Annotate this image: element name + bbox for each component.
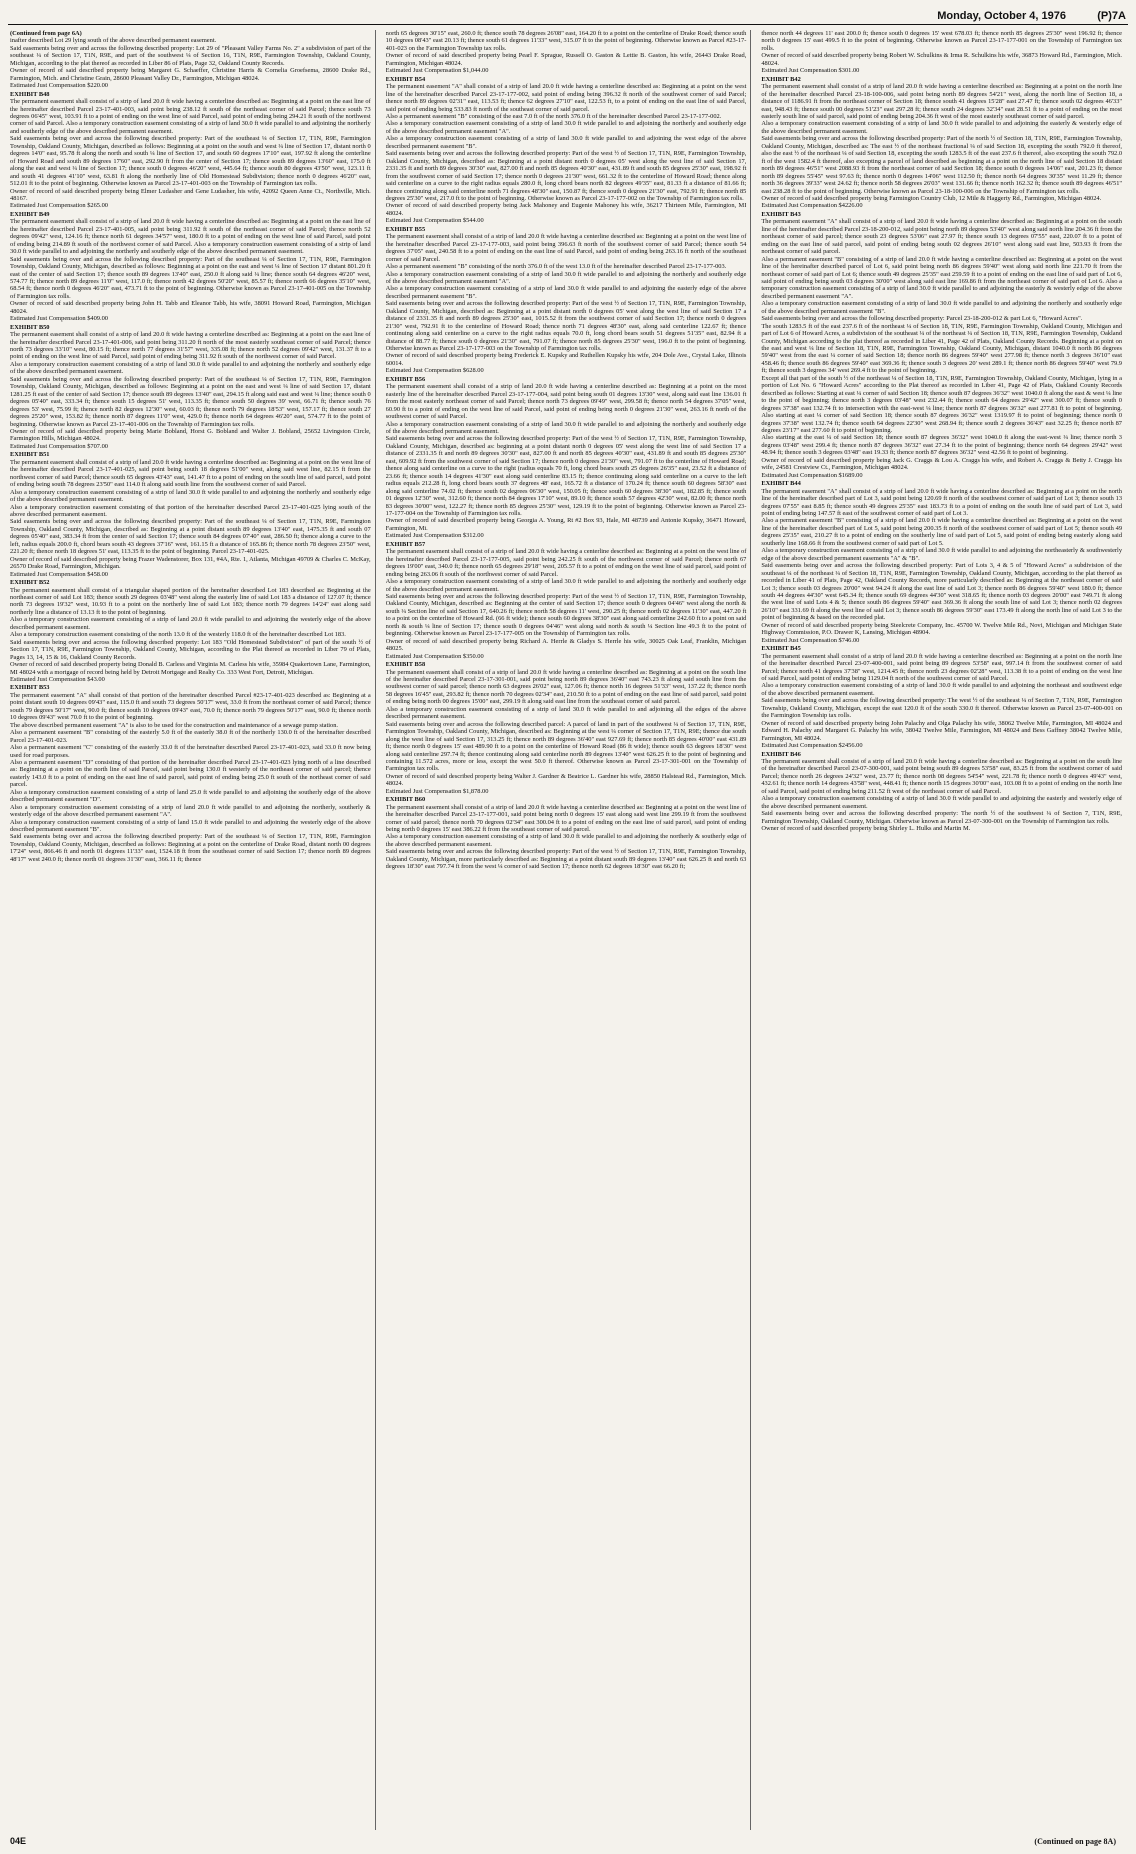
notice-paragraph: Owner of record of said described property being Georgia A. Young, Rt #2 Box 93, Hale, MI 48739 and Antonie Kupsky, 36471 Howard, Farmington, Mi.	[385, 517, 747, 532]
exhibit-heading: EXHIBIT B52	[10, 579, 50, 587]
notice-paragraph: Also a temporary construction easement consisting of a strip of land 30.0 ft wide parallel to and adjoining the easterly & westerly edge of the above described permanent easement.	[761, 120, 1123, 135]
notice-paragraph: Also a temporary construction easement consisting of that portion of the hereinafter described Parcel 23-17-401-025 lying south of the above described permanent easement.	[10, 503, 371, 518]
notice-paragraph: Also a temporary construction easement consisting of the north 13.0 ft of the westerly 118.0 ft of the hereinafter described Lot 183.	[10, 631, 346, 639]
notice-paragraph: Estimated Just Compensation $746.00	[761, 636, 860, 644]
notice-paragraph: Also a permanent easement "B" consisting of the north 376.0 ft of the west 13.0 ft of the hereinafter described Parcel 23-17-177-003.	[385, 263, 727, 271]
exhibit-heading: EXHIBIT B48	[10, 90, 50, 98]
page-id: 04E	[10, 1836, 27, 1846]
notice-paragraph: Estimated Just Compensation $2456.00	[761, 742, 863, 750]
notice-paragraph: Estimated Just Compensation $544.00	[385, 217, 484, 225]
page-footer	[10, 1832, 1126, 1846]
notice-paragraph: The permanent easement shall consist of a strip of land 20.0 ft wide having a centerline described as: Beginning at a point on the north line of the hereinafter described Parcel 23-07-400-001, said point being 89 degrees 53'58" east, 997.14 ft from the southwest corner of said Parcel; thence north 41 degrees 37'38" west, 1214.45 ft; thence north 23 degrees 02'28" west, 113.38 ft to a point of ending on the west line of said Parcel, said point of ending being 1129.04 ft north of the southwest corner of said Parcel.	[761, 652, 1123, 682]
exhibit-heading: EXHIBIT B42	[761, 75, 801, 83]
notice-paragraph: Owner of record of said described property being John Palachy and Olga Palachy his wife, 38062 Twelve Mile, Farmington, MI 48024 and Edward H. Palachy and Margaret G. Palachy his wife, 38042 Twelve Mile, Farmington, MI 48024 and Bess Gaffney 38042 Twelve Mile, Farmington, MI 48024.	[761, 719, 1123, 742]
notice-paragraph: Said easements being over and across the following described parcel: A parcel of land in part of the southwest ¼ of Section 17, T1N, R9E, Farmington Township, Oakland County, Michigan, described as: Beginning at the west ¼ corner of Section 17, T1N, R9E; thence due south along the west line of said Section 17, 313.25 ft; thence north 89 degrees 36'40" east 927.69 ft; thence north 85 degrees 40'00" east 431.89 ft; thence north 0 degrees 15' east 489.90 ft to a point on the centerline of Howard Road (86 ft wide); thence south 63 degrees 18'30" west along said centerline 297.74 ft; thence continuing along said centerline north 89 degrees 13'40" west 626.25 ft to the point of beginning and containing 11.572 acres, more or less, except the west 50.0 ft thereof. Otherwise known as Parcel 23-17-301-001 on the Township of Farmington tax rolls.	[385, 720, 747, 773]
notice-paragraph: Said easements being over and across the following described property: Part of the southeast ¼ of Section 17, T1N, R9E, Farmington Township, Oakland County, Michigan, described as follows: Beginning at a point on the east and west ¼ line of said Section 17, distant 1281.25 ft east of the center of said Section 17; thence south 89 degrees 13'40" east, 294.15 ft along said east and west ¼ line; thence south 0 degrees 05'40" east, 333.34 ft; thence south 15 degrees 51' west, 113.35 ft; thence south 50 degrees 39' west, 66.71 ft; thence south 76 degrees 53' west, 75.99 ft; thence north 82 degrees 12'30" west, 60.03 ft; thence north 79 degrees 18'53" west, 157.17 ft; thence south 27 degrees 25'20" west, 153.82 ft; thence north 87 degrees 11'0" west, 429.0 ft; thence north 64 degrees 46'20" east, 574.77 ft to the point of beginning. Otherwise known as Parcel 23-17-401-006 on the Township of Farmington tax rolls.	[10, 375, 371, 428]
notice-paragraph: Estimated Just Compensation $1689.00	[761, 471, 863, 479]
exhibit-heading: EXHIBIT B53	[10, 684, 50, 692]
notice-paragraph: Said easements being over and across the following described property: Parcel 23-18-200-012 & part Lot 6, "Howard Acres".	[761, 315, 1083, 323]
notice-paragraph: Also starting at the east ¼ of said Section 18; thence south 87 degrees 36'32" west 1040.0 ft along the east-west ¼ line; thence north 3 degrees 03'48" west 299.4 ft; thence north 87 degrees 36'32" east 27.34 ft to the point of beginning; thence north 64 degrees 29'42" west 48.94 ft; thence south 3 degrees 03'48" east 19.33 ft; thence north 87 degrees 36'32" west 42.56 ft to point of beginning.	[761, 434, 1123, 457]
notice-paragraph: Said easements being over and across the following described property: Part of the west ½ of Section 17, T1N, R9E, Farmington Township, Oakland County, Michigan, described as: Beginning at a point distant north 0 degrees 05' west along the west line of said Section 17, 2331.35 ft and north 89 degrees 30'30" east, 827.00 ft and north 85 degrees 40'30" east, 431.89 ft and south 85 degrees 25'30" east, 198.92 ft from the southwest corner of said Section 17; thence north 0 degrees 21'30" west, 661.32 ft to the centerline of Howard Road; thence along said centerline on a curve to the right radius equals 280.0 ft, long chord bears north 82 degrees 49'35" east, 81.33 ft a distance of 81.66 ft; thence continuing along said centerline north 71 degrees 48'30" east, 150.87 ft; thence south 0 degrees 21'30" east, 792.91 ft; thence north 85 degrees 25'30" west, 217.0 ft to the point of beginning. Otherwise known as Parcel 23-17-177-002 on the Township of Farmington tax rolls.	[385, 150, 747, 202]
notice-paragraph: Owner of record of said described property being Donald B. Carless and Virginia M. Carless his wife, 35984 Quakertown Lane, Farmington, MI 48024 with a mortgage of record being held by Detroit Mortgage and Realty Co. 333 West Fort, Detroit, Michigan.	[10, 661, 371, 676]
continued-on-marker: (Continued on page 8A)	[1034, 1837, 1116, 1846]
notice-paragraph: Said easements being over and across the following described property: The north ½ of the southwest ¼ of Section 7, T1N, R9E, Farmington Township, Oakland County, Michigan. Otherwise known as Parcel 23-07-300-001 on the Township of Farmington tax rolls.	[761, 810, 1123, 825]
notice-paragraph: Said easements being over and across the following described property: Part of the west ½ of Section 17, T1N, R9E, Farmington Township, Oakland County, Michigan, described as: Beginning at a point distant north 0 degrees 05' west along the west line of said Section 17 a distance of 2331.35 ft and north 89 degrees 25'30" east, 1015.52 ft from the southwest corner of said Section 17; thence north 0 degrees 21'30" west, 792.91 ft to the centerline of Howard Road; thence north 71 degrees 48'30" east, along said centerline 122.67 ft; thence continuing along said centerline on a curve to the right radius equals 70.0 ft, long chord bears south 51 degrees 51'35" east, 82.94 ft a distance of 88.77 ft; thence south 0 degrees 21'30" east, 791.07 ft; thence north 85 degrees 25'30" west, 196.0 ft to the point of beginning. Otherwise known as Parcel 23-17-177-003 on the Township of Farmington tax rolls.	[385, 300, 747, 353]
notice-paragraph: Said easements being over and across the following described property: Lot 29 of "Pleasant Valley Farms No. 2" a subdivision of part of the southeast ¼ of Section 17, T1N, R9E, and part of the southwest ¼ of Section 16, T1N, R9E, Farmington Township, Oakland County, Michigan, according to the plat thereof as recorded in Liber 86 of Plats, Page 32, Oakland County Records.	[10, 44, 371, 67]
notice-paragraph: Also a permanent easement "B" consisting of the east 7.0 ft of the north 376.0 ft of the hereinafter described Parcel 23-17-177-002.	[385, 112, 722, 120]
notice-paragraph: Owner of record of said described property being Frazer Wadenstorer, Box 131, #4A, Rte. 1, Atlanta, Michigan 49709 & Charles C. McKay, 26570 Drake Road, Farmington, Michigan.	[10, 555, 371, 571]
column-2	[386, 30, 752, 1830]
notice-paragraph: Also a permanent easement "C" consisting of the easterly 33.0 ft of the hereinafter described Parcel 23-17-401-023, said 33.0 ft now being used for road purposes.	[10, 744, 371, 759]
notice-paragraph: Owner of record of said described property being Richard A. Herrle & Gladys S. Herrle his wife, 30025 Oak Leaf, Franklin, Michigan 48025.	[385, 637, 747, 653]
notice-paragraph: The permanent easement shall consist of a strip of land 20.0 ft wide having a centerline described as: Beginning at a point on the south line of the hereinafter described Parcel 23-17-301-001, said point being north 89 degrees 36'40" east 743.23 ft along said south line from the southwest corner of said parcel; thence north 63 degrees 26'02" east, 127.06 ft; thence north 16 degrees 51'33" west, 137.22 ft; thence north 58 degrees 16'45" east, 293.82 ft; thence north 70 degrees 02'34" east, 210.50 ft to a point of ending on the east line of said parcel, said point of ending being north 00 degrees 15'00" east, 299.19 ft along said east line from the southeast corner of said parcel.	[385, 668, 747, 706]
notice-paragraph: Estimated Just Compensation $4226.00	[761, 202, 863, 210]
exhibit-heading: EXHIBIT B43	[761, 210, 801, 218]
exhibit-heading: EXHIBIT B45	[761, 645, 801, 653]
exhibit-heading: EXHIBIT B54	[385, 75, 426, 83]
notice-paragraph: Also a temporary construction easement consisting of a strip of land 25.0 ft wide parallel to and adjoining the southerly edge of the above described permanent easement "D".	[10, 788, 371, 804]
notice-paragraph: Owner of record of said described property being Frederick E. Kupsky and Ruthellen Kupsky his wife, 204 Dole Ave., Crystal Lake, Illinois 60014.	[385, 352, 747, 367]
notice-paragraph: Said easements being over and across the following described property: Part of the southeast ¼ of Section 17, T1N, R9E, Farmington Township, Oakland County, Michigan, described as follows: Beginning at a point on the centerline of Drake Road, distant north 00 degrees 17'24" west, 866.46 ft and north 01 degrees 11'33" east, 1524.18 ft from the southeast corner of said Section 17; thence north 89 degrees 48'17" west 240.0 ft; thence north 01 degrees 31'30" east, 366.11 ft; thence	[10, 833, 371, 863]
exhibit-heading: EXHIBIT B51	[10, 451, 50, 459]
notice-paragraph: The permanent easement shall consist of a strip of land 20.0 ft wide having a centerline described as: Beginning at a point on the most easterly line of the hereinafter described Parcel 23-17-177-004, said point being south 01 degrees 13'30" west, along said east line 136.01 ft from the most easterly northeast corner of said Parcel; thence north 73 degrees 09'49" west, 299.58 ft; thence north 54 degrees 37'05" west, 60.90 ft to a point of ending on the west line of said Parcel, said point of ending being north 0 degrees 21'30" west, 263.16 ft north of the southwest corner of said Parcel.	[385, 383, 747, 421]
notice-paragraph: inafter described Lot 29 lying south of the above described permanent easement.	[10, 37, 217, 45]
notice-paragraph: Said easements being over and across the following described property: The west ½ of the southeast ¼ of Section 7, T1N, R9E, Farmington Township, Oakland County, Michigan, except the east 120.0 ft of the south 330.0 ft thereof. Otherwise known as Parcel 23-07-400-001 on the Farmington Township tax rolls.	[761, 697, 1123, 720]
exhibit-heading: EXHIBIT B57	[385, 540, 426, 548]
notice-paragraph: Also a temporary construction easement consisting of a strip of land 30.0 ft wide parallel to and adjoining the west edge of the above described permanent easement "B".	[385, 135, 747, 150]
notice-paragraph: Estimated Just Compensation $350.00	[385, 652, 484, 660]
notice-paragraph: Also a temporary construction easement consisting of a strip of land 30.0 ft wide parallel to and adjoining the northerly and southerly edge of the above described permanent easement.	[10, 488, 371, 504]
page-number: (P)7A	[1097, 10, 1126, 22]
notice-paragraph: Also a permanent easement "B" consisting of the easterly 5.0 ft of the easterly 38.0 ft of the northerly 130.0 ft of the hereinafter described Parcel 23-17-401-023.	[10, 729, 371, 744]
notice-paragraph: Estimated Just Compensation $1,044.00	[385, 67, 489, 75]
notice-paragraph: The permanent easement shall consist of a strip of land 20.0 ft wide having a centerline described as: Beginning at a point on the east line of the hereinafter described Parcel 23-17-401-005, said point being 311.92 ft south of the northeast corner of said Parcel; thence north 52 degrees 09'42" west, 124.16 ft; thence north 61 degrees 34'57" west, 180.0 ft to a point of ending on the west line of said Parcel, said point of ending being 214.89 ft south of the northwest corner of said Parcel. Also a temporary construction easement consisting of a strip of land 30.0 ft wide parallel to and adjoining the northerly and southerly edge of the above described permanent easement.	[10, 218, 371, 256]
notice-paragraph: Said easements being over and across the following described property: Part of the southeast ¼ of Section 17, T1N, R9E, Farmington Township, Oakland County, Michigan, described as follows: Beginning at a point on the east and west ¼ line of Section 17 distant 801.20 ft east of the center of said Section 17; thence south 89 degrees 13'40" east, 250.0 ft along said ¼ line; thence south 64 degrees 46'20" west, 574.77 ft; thence north 89 degrees 11'0" west, 117.0 ft; thence north 42 degrees 50'20" west, 85.57 ft; thence north 66 degrees 35'10" west, 68.54 ft; thence north 0 degrees 46'20" east, 473.71 ft to the point of beginning. Otherwise known as Parcel 23-17-401-005 on the Township of Farmington tax rolls.	[10, 255, 371, 300]
notice-paragraph: Also a temporary construction easement consisting of a strip of land 30.0 ft wide parallel to and adjoining the easterly edge of the above described permanent easement "B".	[385, 285, 747, 300]
notice-paragraph: Owner of record of said described property being Farmington Country Club, 12 Mile & Haggerty Rd., Farmington, Michigan 48024.	[761, 194, 1102, 202]
exhibit-heading: EXHIBIT B55	[385, 225, 426, 233]
notice-paragraph: Except all that part of the south ½ of the northeast ¼ of Section 18, T1N, R9E, Farmington Township, Oakland County, Michigan, lying in a portion of Lot No. 6 "Howard Acres" according to the Plat thereof as recorded in Liber 41, Page 42 of Plats, Oakland County Records described as follows: Starting at east ¼ corner of said Section 18; thence south 87 degrees 36'32" west 1040.0 ft along the east & west ¼ line to the point of beginning; thence north 3 degrees 03'48" west 232.44 ft; thence south 64 degrees 29'42" west 300.07 ft; thence south 0 degrees 37'38" east 132.74 ft to intersection with the east-west ¼ line; thence north 87 degrees 36'32" east 277.81 ft to point of beginning. Also starting at east ¼ corner of said Section 18; thence south 87 degrees 36'32" west 1319.97 ft to point of beginning; thence north 0 degrees 37'38" west 132.74 ft; thence south 64 degrees 22'30" west 268.94 ft; thence south 2 degrees 36'43" east 32.25 ft; thence north 87 degrees 23'17" east 277.60 ft to point of beginning.	[761, 374, 1123, 435]
notice-paragraph: Also a temporary construction easement consisting of a strip of land 30.0 ft wide parallel to and adjoining the northerly and southerly edge of the above described permanent easement.	[385, 578, 747, 593]
notice-paragraph: Said easements being over and across the following described property: Part of Lots 3, 4 & 5 of "Howard Acres" a subdivision of the southeast ¼ of the northeast ¼ of Section 18, T1N, R9E, Farmington Township, Oakland County, Michigan, according to the plat thereof as recorded in Liber 41 of Plats, Page 42, Oakland County Records, more particularly described as: Beginning at the northeast corner of said Lot 3; thence south 03 degrees 20'00" west 94.24 ft along the east line of said Lot 3; thence north 86 degrees 59'40" west 180.0 ft; thence south 44 degrees 44'30" west 645.34 ft; thence south 69 degrees 44'30" west 318.65 ft; thence north 03 degrees 20'00" east 749.71 ft along the west line of said Lots 4 & 5; thence south 86 degrees 59'40" east 369.36 ft along the south line of said Lot 3; thence north 02 degrees 26'10" east 331.69 ft along the west line of said Lot 3; thence south 86 degrees 59'30" east 173.49 ft along the north line of said Lot 3 to the point of beginning & based on the recorded plat.	[761, 562, 1123, 622]
notice-paragraph: Said easements being over and across the following described property: Part of the west ½ of Section 17, T1N, R9E, Farmington Township, Oakland County, Michigan, described as: beginning at a point distant north 0 degrees 05' west along the west line of said Section 17 a distance of 2331.35 ft and north 89 degrees 30'30" east, 827.00 ft and north 85 degrees 40'30" east, 431.89 ft and south 85 degrees 25'30" east, 609.92 ft from the southwest corner of said Section 17; thence north 0 degrees 21'30" west, 791.07 ft to the centerline of Howard Road; thence along said centerline on a curve to the right (radius equals 70 ft, long chord bears south 25 degrees 26'35" east, 23.52 ft a distance of 23.66 ft; thence south 14 degrees 41'30" east along said centerline 83.15 ft; thence continuing along said centerline on a curve to the left radius equals 212.28 ft, long chord bears south 37 degrees 48' east, 165.72 ft a distance of 170.24 ft; thence south 60 degrees 58'30" east along said centerline 74.02 ft; thence south 02 degrees 06'30" west, 150.05 ft; thence south 60 degrees 38'30" east, 182.85 ft; thence south 01 degrees 12'30" west, 312.60 ft; thence north 84 degrees 17'10" west, 89.10 ft; thence south 57 degrees 42'30" west, 82.00 ft; thence north 83 degrees 30'00" west, 122.27 ft; thence north 85 degrees 25'30" west, 129.19 ft to the point of beginning. Otherwise known as Parcel 23-17-177-004 on the Township of Farmington tax rolls.	[385, 435, 747, 517]
notice-paragraph: Said easements being over and across the following described property: Part of the southeast ¼ of Section 17, T1N, R9E, Farmington Township, Oakland County, Michigan, described as follows: Beginning at a point on the south and west ¼ line of Section 17, distant north 0 degrees 14'0" east, 95.78 ft along the north and south ¼ line of Section 17, and south 60 degrees 17'10" east, 197.92 ft along the centerline of Howard Road and south 89 degrees 17'60" east, 292.90 ft from the center of Section 17; thence south 89 degrees 13'60" east, 175.0 ft along the east and west ¼ line of Section 17; thence south 0 degrees 46'20" west, 445.64 ft; thence south 80 degrees 43'50" west, 123.11 ft and south 41 degrees 41'10" west, 63.81 ft along the northerly line of Old Homestead Subdivision; thence north 0 degrees 46'20" east, 512.01 ft to the point of beginning. Otherwise known as Parcel 23-17-401-003 on the Township of Farmington tax rolls.	[10, 135, 371, 188]
notice-paragraph: Also a temporary construction easement consisting of a strip of land 15.0 ft wide parallel to and adjoining the westerly edge of the above described permanent easement "B".	[10, 818, 371, 834]
notice-paragraph: Also a temporary construction easement consisting of a strip of land 30.0 ft wide parallel to and adjoining the northerly & southerly edge of the above described permanent easement.	[385, 833, 747, 848]
exhibit-heading: EXHIBIT B60	[385, 796, 426, 804]
exhibit-heading: EXHIBIT B50	[10, 323, 50, 331]
exhibit-heading: EXHIBIT B44	[761, 480, 801, 488]
notice-paragraph: Owner of record of said described property being Shirley L. Hulks and Martin M.	[761, 825, 971, 833]
notice-paragraph: Owner of record of said described property being Jack Mahoney and Eugenie Mahoney his wife, 36217 Thirteen Mile, Farmington, MI 48024.	[385, 202, 747, 217]
notice-paragraph: Said easements being over and across the following described property: Part of the west ½ of Section 17, T1N, R9E, Farmington Township, Oakland County, Michigan, described as: Beginning at the center of said Section 17; thence south 0 degrees 04'46" west along the north & south ¼ Section line of said Section 17, 640.26 ft; thence north 58 degrees 11' west, 290.25 ft; thence north 02 degrees 11'30" east, 447.20 ft to a point on the centerline of Howard Rd. (66 ft wide); thence south 60 degrees 38'30" east along said centerline 242.60 ft to a point on said north & south ¼ line of Section 17; thence south 0 degrees 04'46" west along said north & south ¼ Section line 49.3 ft to the point of beginning. Otherwise known as Parcel 23-17-177-005 on the Township of Farmington tax rolls.	[385, 592, 747, 638]
dateline: Monday, October 4, 1976	[937, 10, 1066, 22]
notice-paragraph: Estimated Just Compensation $628.00	[385, 367, 484, 375]
notice-paragraph: Also a permanent easement "D" consisting of that portion of the hereinafter described Parcel 23-17-401-023 lying north of a line described as: Beginning at a point on the north line of said Parcel, said point being 130.0 ft westerly of the northeast corner of said parcel; thence easterly 143.0 ft to a point of ending on the east line of said parcel, said point of ending being 25.0 ft south of the northeast corner of said parcel.	[10, 758, 371, 789]
notice-paragraph: The permanent easement shall consist of a strip of land 20.0 ft wide having a centerline described as: Beginning at a point on the south line of the hereinafter described Parcel 23-07-300-001, said point being south 89 degrees 53'58" east, 83.25 ft from the southwest corner of said Parcel; thence north 26 degrees 24'32" west, 23.77 ft; thence north 08 degrees 54'54" west, 221.78 ft; thence north 0 degrees 49'43" west, 432.61 ft; thence north 14 degrees 43'58" west, 448.41 ft; thence north 15 degrees 30'00" east, 103.08 ft to a point of ending on the north line of said Parcel, said point of ending being 211.52 ft west of the northeast corner of said Parcel.	[761, 757, 1123, 795]
notice-paragraph: Owner of record of said described property being Pearl F. Sprague, Russell O. Gaston & Lettie B. Gaston, his wife, 26443 Drake Road, Farmington, Michigan 48024.	[385, 52, 747, 67]
notice-paragraph: Also a temporary construction easement consisting of a strip of land 30.0 ft wide parallel to and adjoining the northerly and southerly edge of the above described permanent easement.	[385, 420, 747, 436]
notice-paragraph: The south 1283.5 ft of the east 237.6 ft of the northeast ¼ of Section 18, T1N, R9E, Farmington Township, Oakland County, Michigan and part of Lot 6 of Howard Acres, a subdivision of the southeast ¼ of the northeast ¼ of Section 18, T1N, R9E, Farmington Township, Oakland County, Michigan according to the plat thereof as recorded in Liber 41, Page 42 of Plats, Oakland County Records. Beginning at a point on the east and west ¼ line of Section 18, T1N, R9E, Farmington Township, Oakland County, Michigan, distant 1040.0 ft north 86 degrees 59'40" west from the east ¼ corner of said Section 18; thence north 86 degrees 59'40" west 277.98 ft; thence north 3 degrees 36'10" east 458.46 ft; thence south 86 degrees 59'40" east 369.36 ft; thence south 3 degrees 20' west 289.1 ft; thence north 86 degrees 59'40" west 79.9 ft; thence south 3 degrees 34' west 269.4 ft to the point of beginning.	[761, 322, 1123, 375]
notice-paragraph: Owner of record of said described property being Steelcrete Company, Inc. 45700 W. Twelve Mile Rd., Novi, Michigan and Michigan State Highway Commission, P.O. Drawer K, Lansing, Michigan 48904.	[761, 621, 1123, 637]
notice-paragraph: Owner of record of said described property being John H. Tabb and Eleanor Tabb, his wife, 38091 Howard Road, Farmington, Michigan 48024.	[10, 300, 371, 315]
notice-paragraph: Also a temporary construction easement consisting of a strip of land 30.0 ft wide parallel to and adjoining the northerly and southerly edge of the above described permanent easement "A".	[385, 120, 747, 135]
notice-paragraph: The permanent easement "A" shall consist of a strip of land 20.0 ft wide having a centerline described as: Beginning at a point on the south line of the hereinafter described Parcel 23-18-200-012, said point being north 89 degrees 53'40" west along said north line 204.36 ft from the northeast corner of said parcel; thence south 23 degrees 53'06" east 27.97 ft; thence south 13 degrees 07'55" east, 220.07 ft to a point of ending on the east line of said parcel, said point of ending being south 02 degrees 26'10" west along said east line, 503.93 ft from the northeast corner of said parcel.	[761, 218, 1123, 256]
notice-paragraph: Estimated Just Compensation $409.00	[10, 315, 108, 323]
notice-paragraph: The permanent easement shall consist of a strip of land 20.0 ft wide having a centerline described as: Beginning at a point on the west line of the hereinafter described Parcel 23-17-177-005, said point being 242.25 ft south of the northwest corner of said Parcel; thence north 67 degrees 19'00" east, 340.0 ft; thence north 65 degrees 29'18" west, 205.57 ft to a point of ending on the west line of said parcel, said point of ending being 263.06 ft south of the northwest corner of said Parcel.	[385, 548, 747, 578]
notice-paragraph: thence north 44 degrees 11' east 200.0 ft; thence south 0 degrees 15' west 678.03 ft; thence north 85 degrees 25'30" west 196.92 ft; thence north 0 degrees 15' east 499.5 ft to the point of beginning. Otherwise known as Parcel 23-17-177-001 on the Township of Farmington tax rolls.	[761, 30, 1123, 52]
notice-paragraph: Estimated Just Compensation $301.00	[761, 67, 860, 75]
page-header	[10, 10, 1126, 24]
notice-paragraph: Also a temporary construction easement consisting of a strip of land 30.0 ft wide parallel to and adjoining the easterly and westerly edge of the above described permanent easement.	[761, 795, 1123, 810]
notice-paragraph: Also a temporary construction easement consisting of a strip of land 30.0 ft wide parallel to and adjoining the northeast and southwest edge of the above described permanent easement.	[761, 682, 1123, 697]
notice-paragraph: Estimated Just Compensation $312.00	[385, 532, 484, 540]
notice-paragraph: Owner of record of said described property being Walter J. Gardner & Beatrice L. Gardner his wife, 28850 Halstead Rd., Farmington, Mich. 48024.	[385, 772, 747, 788]
notice-paragraph: Estimated Just Compensation $220.00	[10, 82, 108, 90]
column-1	[10, 30, 376, 1830]
notice-paragraph: The permanent easement shall consist of a strip of land 20.0 ft wide having a centerline described as: Beginning at a point on the west line of the hereinafter described Parcel 23-17-177-001, said point being north 0 degrees 15' east along said west line 299.19 ft from the southwest corner of said parcel; thence north 70 degrees 02'34" east 300.04 ft to a point of ending on the east line of said parcel, said point of ending being north 0 degrees 15' east 386.22 ft from the southeast corner of said parcel.	[385, 803, 747, 834]
notice-paragraph: Also a temporary construction easement consisting of a strip of land 30.0 ft wide parallel to and adjoining the northerly and southerly edge of the above described permanent easement.	[10, 360, 371, 376]
notice-paragraph: Owner of record of said described property being Margaret G. Schaeffer, Christine Harris & Cornelia Groefsema, 28600 Drake Rd., Farmington, Mich. and Christine Grain, 28600 Pleasant Valley Dr., Farmington, Michigan 48024.	[10, 67, 371, 82]
exhibit-heading: EXHIBIT B46	[761, 750, 801, 758]
notice-paragraph: Said easements being over and across the following described property: Part of the west ½ of Section 17, T1N, R9E, Farmington Township, Oakland County, Michigan, more particularly described as: Beginning at a point distant south 89 degrees 13'40" east 626.25 ft and north 63 degrees 18'30" east 797.74 ft from the west ¼ corner of said Section 17; thence north 62 degrees 18'30" east 66.20 ft;	[385, 848, 747, 871]
notice-paragraph: Also a temporary construction easement consisting of a strip of land 30.0 ft wide parallel to and adjoining the northerly and southerly edge of the above described permanent easement "A".	[385, 270, 747, 285]
notice-paragraph: The permanent easement "A" shall consist of that portion of the hereinafter described Parcel #23-17-401-023 described as: Beginning at a point distant south 10 degrees 09'43" east, 115.0 ft and south 73 degrees 50'17" west, 33.0 ft from the northeast corner of said Parcel; thence south 79 degrees 50'17" west, 90.0 ft; thence south 10 degrees 09'43" east, 70.0 ft; thence north 79 degrees 50'17" east, 90.0 ft; thence north 10 degrees 09'43" west 70.0 ft to the point of beginning.	[10, 691, 371, 722]
notice-paragraph: The permanent easement shall consist of a strip of land 20.0 ft wide having a centerline described as: Beginning at a point on the west line of the hereinafter described Parcel 23-17-401-025, said point being south 18 degrees 51'00" west, along said west line, 82.15 ft from the northwest corner of said Parcel; thence south 65 degrees 43'43" east, 141.47 ft to a point of ending on the south line of said parcel, said point of ending being south 78 degrees 23'50" east 114.0 ft along said south line from the southwest corner of said Parcel.	[10, 458, 371, 489]
notice-paragraph: Also a temporary construction easement consisting of a strip of land 20.0 ft wide parallel to and adjoining the westerly edge of the above described permanent easement.	[10, 616, 371, 631]
notice-paragraph: Estimated Just Compensation $1,878.00	[385, 787, 489, 795]
notice-paragraph: Estimated Just Compensation $707.00	[10, 442, 108, 450]
notice-paragraph: The permanent easement shall consist of a strip of land 20.0 ft wide having a centerline described as: Beginning at a point on the east line of the hereinafter described Parcel 23-17-401-003, said point being 238.12 ft south of the northeast corner of said Parcel; thence south 73 degrees 06'45" west, 103.91 ft to a point of ending on the west line of said Parcel, said point of ending being 294.21 ft south of the northwest corner of said Parcel. Also a temporary construction easement consisting of a strip of land 30.0 ft wide parallel to and adjoining the northerly and southerly edge of the above described permanent easement.	[10, 98, 371, 135]
notice-paragraph: The permanent easement "A" shall consist of a strip of land 20.0 ft wide having a centerline described as: Beginning at a point on the north line of the hereinafter described part of Lot 3, said point being 120.69 ft north of the southwest corner of said part of Lot 3; thence south 13 degrees 07'55" east 8.85 ft; thence south 49 degrees 25'35" east 183.73 ft to a point of ending on the south line of said part of Lot 3, said point of ending being 147.57 ft east of the southwest corner of said part of Lot 3.	[761, 487, 1123, 517]
notice-paragraph: Also a temporary construction easement consisting of a strip of land 30.0 ft wide parallel to and adjoining the northeasterly & southwesterly edge of the above described permanent easements "A" & "B".	[761, 547, 1123, 562]
notice-paragraph: Owner of record of said described property being Marie Bobland, Horst G. Bobland and Walter J. Bobland, 25652 Livingston Circle, Farmington Hills, Michigan 48024.	[10, 428, 371, 443]
notice-paragraph: Also a permanent easement "B" consisting of a strip of land 20.0 ft wide having a centerline described as: Beginning at a point on the west line of the hereinafter described parcel of Lot 6, said point being north 86 degrees 59'40" west along said north line 221.70 ft from the northeast corner of said part of Lot 6; thence south 49 degrees 25'35" east 259.59 ft to a point of ending on the east line of said part of Lot 6, said point of ending being south 03 degrees 30'00" west along said east line 169.86 ft from the northeast corner of said part of Lot 6. Also a temporary construction easement consisting of a strip of land 30.0 ft wide parallel to and adjoining the easterly & westerly edge of the above described permanent easement "A".	[761, 255, 1123, 300]
notice-paragraph: Also a temporary construction easement consisting of a strip of land 20.0 ft wide parallel to and adjoining the northerly, southerly & westerly edge of the above described permanent easement "A".	[10, 803, 371, 819]
notice-paragraph: Also a temporary construction easement consisting of a strip of land 30.0 ft wide parallel to and adjoining the northerly and southerly edge of the above described permanent easement "B".	[761, 300, 1123, 315]
notice-paragraph: Estimated Just Compensation $43.00	[10, 675, 105, 683]
notice-paragraph: Also a permanent easement "B" consisting of a strip of land 20.0 ft wide having a centerline described as: Beginning at a point on the west line of the hereinafter described part of Lot 5, said point being 200.35 ft north of the southwest corner of said part of Lot 5; thence south 49 degrees 25'35" east, 210.27 ft to a point of ending on the southerly line of said part of Lot 5, said point of ending being easterly along said southerly line 168.66 ft from the southwest corner of said part of Lot 5.	[761, 517, 1123, 547]
notice-paragraph: Said easements being over and across the following described property: Part of the southeast ¼ of Section 17, T1N, R9E, Farmington Township, Oakland County, Michigan, described as: Beginning at a point distant south 89 degrees 13'40" east, 1475.35 ft and south 07 degrees 05'40" east, 383.34 ft from the center of said Section 17; thence south 84 degrees 07'40" east, 286.50 ft; thence along a curve to the left, radius equals 200.0 ft, chord bears south 43 degrees 37'16" west, 161.15 ft a distance of 165.86 ft; thence north 78 degrees 23'50" west, 221.20 ft; thence north 18 degrees 51' east, 113.35 ft to the point of beginning. Parcel 23-17-401-025.	[10, 518, 371, 556]
notice-paragraph: The permanent easement shall consist of a triangular shaped portion of the hereinafter described Lot 183 described as: Beginning at the northeast corner of said Lot 183; thence south 29 degrees 03'48" west along the easterly line of said Lot 183 a distance of 127.07 ft; thence north 73 degrees 19'32" west, 10.93 ft to a point on the northerly line of said Lot 183; thence north 79 degrees 14'24" east along said northerly line a distance of 13.13 ft to the point of beginning.	[10, 586, 371, 616]
notice-paragraph: Estimated Just Compensation $265.00	[10, 202, 108, 210]
notice-paragraph: The permanent easement shall consist of a strip of land 20.0 ft wide having a centerline described as: Beginning at a point on the west line of the hereinafter described Parcel 23-17-177-003, said point being 396.63 ft north of the southwest corner of said Parcel; thence south 54 degrees 37'05" east, 240.58 ft to a point of ending on the east line of said Parcel, said point of ending being 263.16 ft north of the southeast corner of said Parcel.	[385, 233, 747, 263]
continued-from-marker: (Continued from page 6A)	[10, 30, 82, 37]
notice-paragraph: The permanent easement shall consist of a strip of land 20.0 ft wide having a centerline described as: Beginning at a point on the north line of the hereinafter described Parcel 23-18-100-006, said point being north 89 degrees 54'21" west, along the north line of Section 18, a distance of 1186.91 ft from the northeast corner of Section 18; thence south 41 degrees 15'28" east 27.47 ft; thence south 02 degrees 46'33" east, 948.43 ft; thence south 00 degrees 51'23" east 297.28 ft; thence south 24 degrees 32'34" east 28.51 ft to a point of ending on the most easterly south line of said parcel, said point of ending being 204.36 ft west of the most easterly southeast corner of said parcel.	[761, 83, 1123, 120]
header-rule	[8, 24, 1128, 25]
exhibit-heading: EXHIBIT B49	[10, 210, 50, 218]
notice-paragraph: Owner of record of said described property being Elmer Ludasher and Gene Ludasher, his wife, 42092 Queen Anne Ct., Northville, Mich. 48167.	[10, 187, 371, 202]
exhibit-heading: EXHIBIT B58	[385, 661, 426, 669]
notice-paragraph: Owner of record of said described property being Jack G. Craggs & Lou A. Craggs his wife, and Robert A. Craggs & Betty J. Craggs his wife, 24581 Crestview Ct., Farmington, Michigan 48024.	[761, 456, 1123, 472]
exhibit-heading: EXHIBIT B56	[385, 375, 426, 383]
notice-paragraph: Said easements being over and across the following described property: Part of the north ½ of Section 18, T1N, R9E, Farmington Township, Oakland County, Michigan, described as: The east ½ of the northeast fractional ¼ of said Section 18, excepting the south 792.0 ft thereof, also the east ½ of the northeast ¼ of said Section 18, excepting the south 1283.5 ft of the east 237.6 ft thereof, also excepting the south 792.0 ft of the west 1582.4 ft thereof, also excepting a parcel of land described as beginning at a point on the north line of said Section 18 distant north 89 degrees 46'51" west 2088.93 ft from the northeast corner of said Section 18; thence south 0 degrees 14'06" east, 201.23 ft; thence north 89 degrees 55'45" west 97.63 ft; thence north 0 degrees 14'06" west 112.50 ft; thence north 64 degrees 30'35" west 11.29 ft; thence north 36 degrees 39'33" west 24.62 ft; thence north 58 degrees 26'03" west 131.66 ft; thence north 162.32 ft; thence south 89 degrees 46'51" east 238.28 ft to the point of beginning. Otherwise known as Parcel 23-18-100-006 on the Township of Farmington tax rolls.	[761, 135, 1123, 195]
notice-paragraph: Also a temporary construction easement consisting of a strip of land 30.0 ft wide parallel to and adjoining all the edges of the above described permanent easement.	[385, 705, 747, 721]
notice-paragraph: The above described permanent easement "A" is also to be used for the construction and maintenance of a sewage pump station.	[10, 721, 339, 729]
legal-notice-columns	[10, 30, 1126, 1830]
notice-paragraph: The permanent easement "A" shall consist of a strip of land 20.0 ft wide having a centerline described as: Beginning at a point on the west line of the hereinafter described Parcel 23-17-177-002, said point of ending being 396.32 ft north of the southwest corner of said Parcel; thence north 89 degrees 02'31" east, 113.53 ft; thence 62 degrees 27'10" east, 122.53 ft, to a point of ending on the east line of said Parcel, said point of ending being 533.83 ft north of the southeast corner of said parcel.	[385, 83, 747, 113]
notice-paragraph: Estimated Just Compensation $458.00	[10, 570, 108, 578]
notice-paragraph: Said easements being over and across the following described property: Lot 183 "Old Homestead Subdivision" of part of the south ½ of Section 17, T1N, R9E, Farmington Township, Oakland County, Michigan, according to the Plat thereof as recorded in Liber 79 of Plats, Pages 13, 14, 15 & 16, Oakland County Records.	[10, 638, 371, 661]
notice-paragraph: Owner of record of said described property being Robert W. Schulkins & Irma R. Schulkins his wife, 36873 Howard Rd., Farmington, Mich. 48024.	[761, 52, 1123, 67]
notice-paragraph: north 65 degrees 30'15" east, 260.0 ft; thence south 78 degrees 26'08" east, 164.20 ft to a point on the centerline of Drake Road; thence south 10 degrees 08'43" east 20.13 ft; thence south 61 degrees 11'33" west, 315.07 ft to the point of beginning. Otherwise known as Parcel #23-17-401-023 on the Farmington Township tax rolls.	[385, 30, 747, 52]
column-3	[761, 30, 1126, 1830]
notice-paragraph: The permanent easement shall consist of a strip of land 20.0 ft wide having a centerline described as: Beginning at a point on the east line of the hereinafter described Parcel 23-17-401-006, said point being 311.20 ft north of the most easterly southeast corner of said Parcel; thence north 73 degrees 33'10" west, 80.15 ft; thence north 77 degrees 31'57" west, 335.08 ft; thence north 52 degrees 09'42" west, 131.37 ft to a point of ending on the west line of said Parcel, said point of ending being 311.92 ft south of the northwest corner of said Parcel.	[10, 331, 371, 361]
